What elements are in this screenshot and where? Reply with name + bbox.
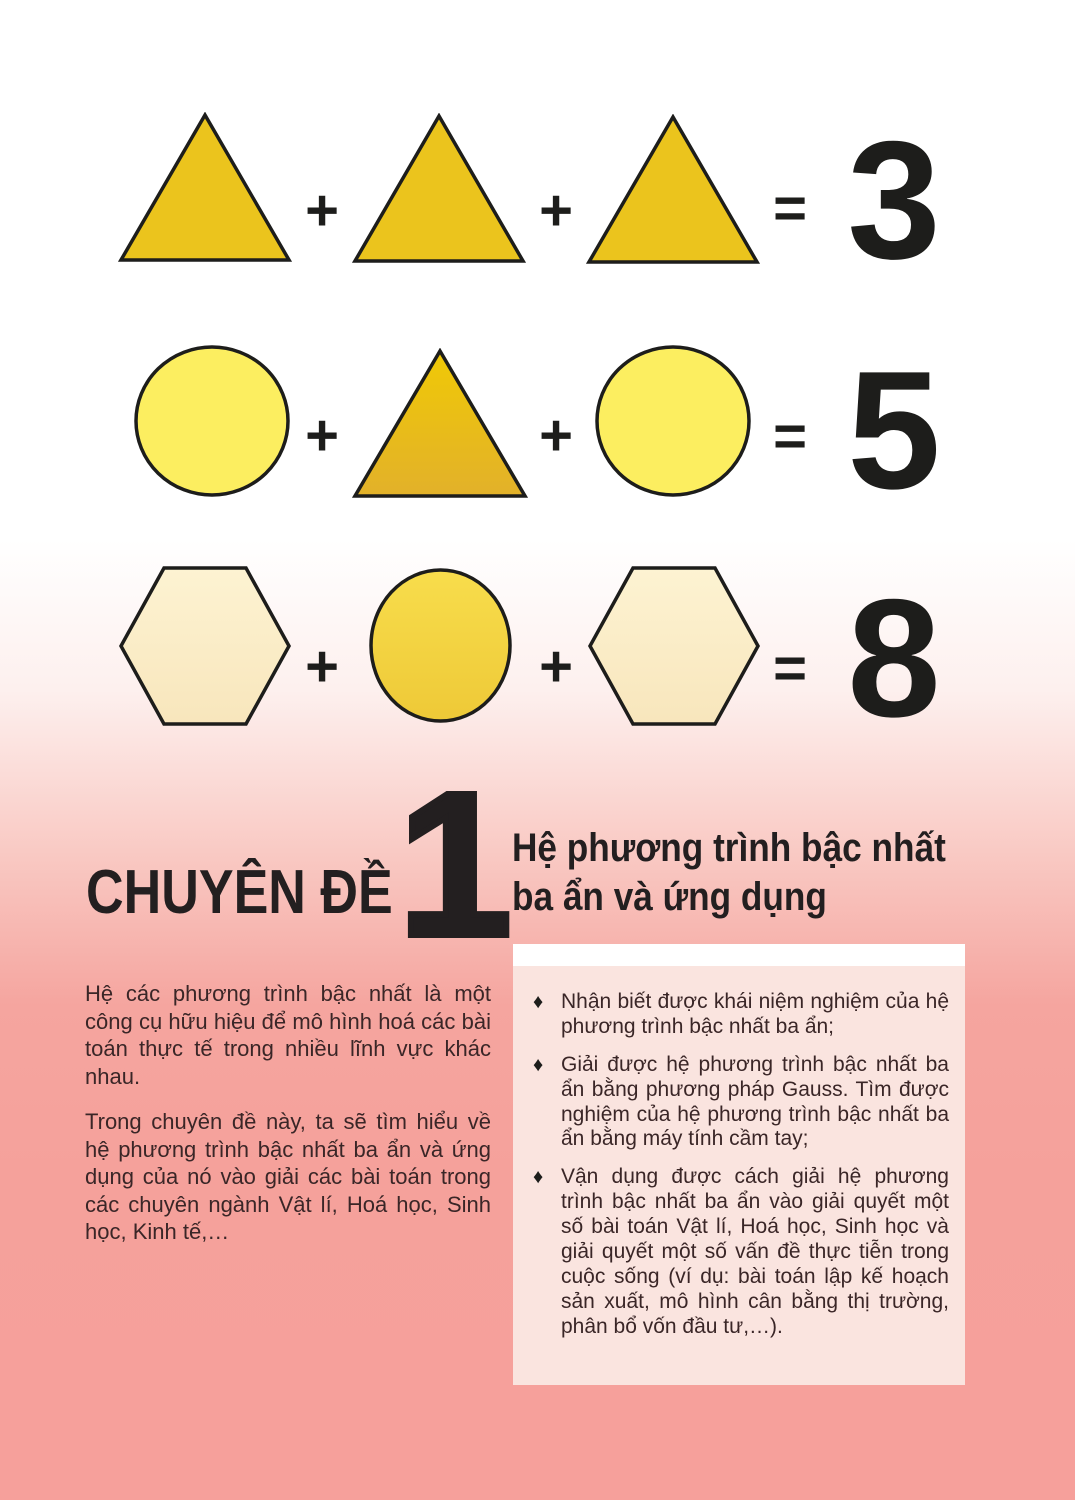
plus-sign: + <box>305 634 339 699</box>
plus-sign: + <box>305 403 339 468</box>
objective-item <box>533 1165 949 1339</box>
triangle-icon <box>352 348 528 499</box>
objective-text: Nhận biết được khái niệm nghiệm của hệ phương trình bậc nhất ba ẩn; <box>561 990 949 1038</box>
diamond-bullet-icon: ♦ <box>533 991 544 1013</box>
triangle-icon <box>352 113 526 264</box>
equation-row-2 <box>0 300 1075 540</box>
objectives-box-top-strip <box>513 944 965 966</box>
equation-result: 3 <box>847 106 939 294</box>
circle-icon <box>133 344 291 498</box>
equation-row-3 <box>0 540 1075 780</box>
plus-sign: + <box>305 178 339 243</box>
objective-text: Giải được hệ phương trình bậc nhất ba ẩn bằng phương pháp Gauss. Tìm được nghiệm của hệ phương trình bậc nhất ba ẩn bằng máy tính cầm tay; <box>561 1052 949 1151</box>
plus-sign: + <box>539 178 573 243</box>
chapter-label: CHUYÊN ĐỀ <box>86 858 393 927</box>
equation-row-1 <box>0 0 1075 300</box>
equals-sign: = <box>773 176 807 241</box>
objectives-box <box>513 966 965 1385</box>
objective-item <box>533 1053 949 1153</box>
chapter-title-line2: ba ẩn và ứng dụng <box>512 874 827 919</box>
diamond-bullet-icon: ♦ <box>533 1166 544 1189</box>
plus-sign: + <box>539 634 573 699</box>
chapter-title <box>512 824 946 922</box>
plus-sign: + <box>539 403 573 468</box>
intro-text <box>85 980 491 1264</box>
equals-sign: = <box>773 636 807 701</box>
circle-icon <box>594 344 752 498</box>
triangle-icon <box>586 114 760 265</box>
diamond-bullet-icon: ♦ <box>533 1053 544 1076</box>
chapter-number: 1 <box>398 750 513 979</box>
hexagon-icon <box>587 565 761 727</box>
circle-icon <box>368 567 513 724</box>
triangle-icon <box>118 112 292 263</box>
intro-paragraph-1: Hệ các phương trình bậc nhất là một công cụ hữu hiệu để mô hình hoá các bài toán thực tế trong nhiều lĩnh vực khác nhau. <box>85 981 491 1089</box>
intro-paragraph-2: Trong chuyên đề này, ta sẽ tìm hiểu về hệ phương trình bậc nhất ba ẩn và ứng dụng của nó vào giải các bài toán trong các chuyên ngành Vật lí, Hoá học, Sinh học, Kinh tế,… <box>85 1109 491 1244</box>
objective-item <box>533 990 949 1040</box>
equation-result: 5 <box>847 336 939 524</box>
hexagon-icon <box>118 565 292 727</box>
objective-text: Vận dụng được cách giải hệ phương trình bậc nhất ba ẩn vào giải quyết một số bài toán Vật lí, Hoá học, Sinh học và giải quyết một số vấn đề thực tiễn trong cuộc sống (ví dụ: bài toán lập kế hoạch sản xuất, mô hình cân bằng thị trường, phân bổ vốn đầu tư,…). <box>561 1165 949 1338</box>
equation-result: 8 <box>847 564 939 752</box>
equals-sign: = <box>773 404 807 469</box>
chapter-title-line1: Hệ phương trình bậc nhất <box>512 826 946 870</box>
